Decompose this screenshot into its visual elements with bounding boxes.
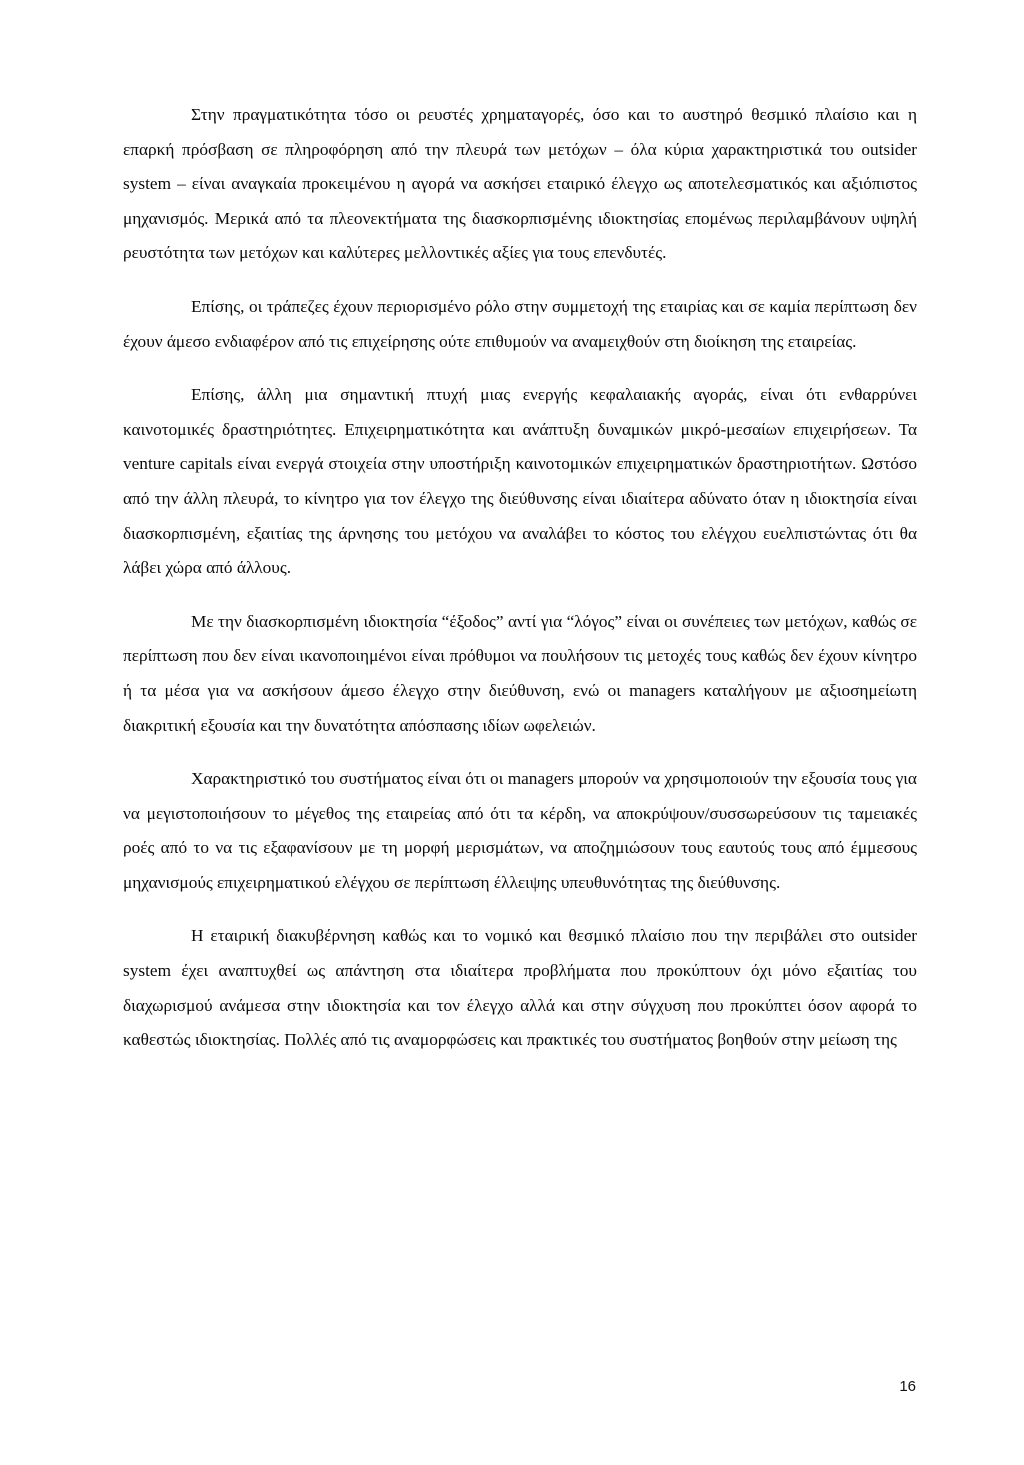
paragraph: Η εταιρική διακυβέρνηση καθώς και το νομικό και θεσμικό πλαίσιο που την περιβάλει στο outsider system έχει αναπτυχθεί ως απάντηση στα ιδιαίτερα προβλήματα που προκύπτουν όχι μόνο εξαιτίας του διαχωρισμού ανάμεσα στην ιδιοκτησία και τον έλεγχο αλλά και στην σύγχυση που προκύπτει όσον αφορά το καθεστώς ιδιοκτησίας. Πολλές από τις αναμορφώσεις και πρακτικές του συστήματος βοηθούν στην μείωση της <box>123 926 917 1050</box>
paragraph: Με την διασκορπισμένη ιδιοκτησία “έξοδος” αντί για “λόγος” είναι οι συνέπειες των μετόχων, καθώς σε περίπτωση που δεν είναι ικανοποιημένοι είναι πρόθυμοι να πουλήσουν τις μετοχές τους καθώς δεν έχουν κίνητρο ή τα μέσα για να ασκήσουν άμεσο έλεγχο στην διεύθυνση, ενώ οι managers καταλήγουν με αξιοσημείωτη διακριτική εξουσία και την δυνατότητα απόσπασης ιδίων ωφελειών. <box>123 611 917 735</box>
body-text <box>123 98 917 1058</box>
page-number: 16 <box>899 1378 916 1395</box>
paragraph: Χαρακτηριστικό του συστήματος είναι ότι οι managers μπορούν να χρησιμοποιούν την εξουσία τους για να μεγιστοποιήσουν το μέγεθος της εταιρείας από ότι τα κέρδη, να αποκρύψουν/συσσωρεύσουν τις ταμειακές ροές από το να τις εξαφανίσουν με τη μορφή μερισμάτων, να αποζημιώσουν τους εαυτούς τους από έμμεσους μηχανισμούς επιχειρηματικού ελέγχου σε περίπτωση έλλειψης υπευθυνότητας της διεύθυνσης. <box>123 769 917 892</box>
paragraph: Επίσης, οι τράπεζες έχουν περιορισμένο ρόλο στην συμμετοχή της εταιρίας και σε καμία περίπτωση δεν έχουν άμεσο ενδιαφέρον από τις επιχείρησης ούτε επιθυμούν να αναμειχθούν στη διοίκηση της εταιρείας. <box>123 296 917 351</box>
paragraph: Στην πραγματικότητα τόσο οι ρευστές χρηματαγορές, όσο και το αυστηρό θεσμικό πλαίσιο και η επαρκή πρόσβαση σε πληροφόρηση από την πλευρά των μετόχων – όλα κύρια χαρακτηριστικά του outsider system – είναι αναγκαία προκειμένου η αγορά να ασκήσει εταιρικό έλεγχο ως αποτελεσματικός και αξιόπιστος μηχανισμός. Μερικά από τα πλεονεκτήματα της διασκορπισμένης ιδιοκτησίας επομένως περιλαμβάνουν υψηλή ρευστότητα των μετόχων και καλύτερες μελλοντικές αξίες για τους επενδυτές. <box>123 105 917 263</box>
paragraph: Επίσης, άλλη μια σημαντική πτυχή μιας ενεργής κεφαλαιακής αγοράς, είναι ότι ενθαρρύνει καινοτομικές δραστηριότητες. Επιχειρηματικότητα και ανάπτυξη δυναμικών μικρό-μεσαίων επιχειρήσεων. Τα venture capitals είναι ενεργά στοιχεία στην υποστήριξη καινοτομικών επιχειρηματικών δραστηριοτήτων. Ωστόσο από την άλλη πλευρά, το κίνητρο για τον έλεγχο της διεύθυνσης είναι ιδιαίτερα αδύνατο όταν η ιδιοκτησία είναι διασκορπισμένη, εξαιτίας της άρνησης του μετόχου να αναλάβει το κόστος του ελέγχου ευελπιστώντας ότι θα λάβει χώρα από άλλους. <box>123 385 917 578</box>
